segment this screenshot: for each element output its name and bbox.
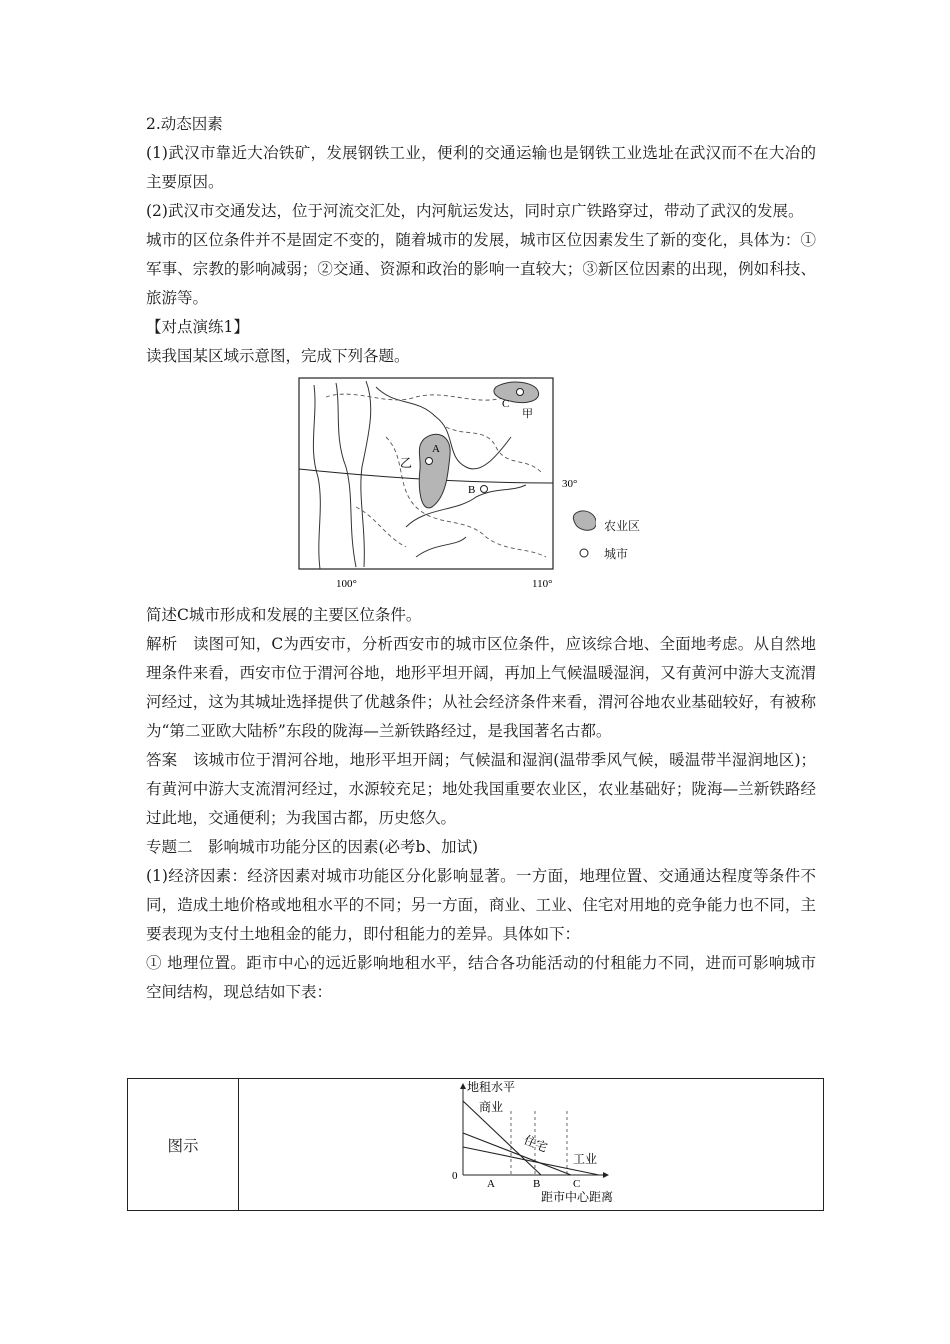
document-body [146,110,816,1007]
question: 简述C城市形成和发展的主要区位条件。 [146,606,422,624]
paragraph: 城市的区位条件并不是固定不变的，随着城市的发展，城市区位因素发生了新的变化，具体为：①军事、宗教的影响减弱；②交通、资源和政治的影响一直较大；③新区位因素的出现，例如科技、旅游等。 [146,231,816,307]
x-axis-arrow [603,1172,609,1178]
paragraph: ① 地理位置。距市中心的远近影响地租水平，结合各功能活动的付租能力不同，进而可影响城市空间结构，现总结如下表： [146,954,816,1001]
bid-rent-chart [449,1081,649,1209]
city-c [517,389,524,396]
paragraph: (1)经济因素：经济因素对城市功能区分化影响显著。一方面，地理位置、交通通达程度等条件不同，造成土地价格或地租水平的不同；另一方面，商业、工业、住宅对用地的竞争能力也不同，主要表现为支付土地租金的能力，即付租能力的差异。具体如下： [146,867,816,943]
map-label-jia: 甲 [522,407,533,420]
legend-city-marker [580,549,588,557]
x-tick-b: B [533,1178,541,1190]
map-label-c: C [502,398,510,410]
topic-heading: 专题二 影响城市功能分区的因素(必考b、加试) [146,838,479,856]
analysis: 解析 读图可知，C为西安市，分析西安市的城市区位条件，应该综合地、全面地考虑。从自然地理条件来看，西安市位于渭河谷地，地形平坦开阔，再加上气候温暖湿润，又有黄河中游大支流渭河经过，这为其城址选择提供了优越条件；从社会经济条件来看，渭河谷地农业基础较好，有被称为“第二亚欧大陆桥”东段的陇海—兰新铁路经过，是我国著名古都。 [146,635,816,740]
y-axis-arrow [460,1083,466,1089]
paragraph: (2)武汉市交通发达，位于河流交汇处，内河航运发达，同时京广铁路穿过，带动了武汉的发展。 [146,202,804,220]
lon-label-right: 110° [532,578,553,590]
x-tick-a: A [487,1178,495,1190]
legend-agri-swatch [573,511,596,530]
section-heading: 2.动态因素 [146,115,223,133]
region-map [296,377,641,595]
answer: 答案 该城市位于渭河谷地，地形平坦开阔；气候温和湿润(温带季风气候，暖温带半湿润地区)；有黄河中游大支流渭河经过，水源较充足；地处我国重要农业区，农业基础好；陇海—兰新铁路经过此地，交通便利；为我国古都，历史悠久。 [146,751,816,827]
city-a [426,458,433,465]
x-axis-label: 距市中心距离 [541,1190,614,1204]
map-label-a: A [432,443,440,455]
city-b [481,486,488,493]
series-label-residential: 住宅 [521,1132,550,1155]
legend-city-label: 城市 [604,547,629,561]
table-row [128,1079,824,1211]
rent-chart-cell [239,1079,824,1211]
exercise-heading: 【对点演练1】 [146,318,249,336]
series-line-residential [463,1133,571,1175]
series-label-industry: 工业 [573,1152,598,1166]
summary-table [127,1078,824,1211]
paragraph: 读我国某区域示意图，完成下列各题。 [146,347,410,365]
paragraph: (1)武汉市靠近大冶铁矿，发展钢铁工业，便利的交通运输也是钢铁工业选址在武汉而不在大冶的主要原因。 [146,144,816,191]
series-label-commerce: 商业 [479,1100,504,1114]
map-label-b: B [468,484,476,496]
lon-label-left: 100° [336,578,357,590]
y-axis-label: 地租水平 [467,1081,516,1094]
x-tick-c: C [573,1178,581,1190]
lat-label: 30° [562,478,578,490]
origin-label: 0 [452,1170,458,1182]
map-label-yi: 乙 [400,456,413,470]
row-label: 图示 [128,1079,239,1211]
legend-agri-label: 农业区 [604,519,641,533]
